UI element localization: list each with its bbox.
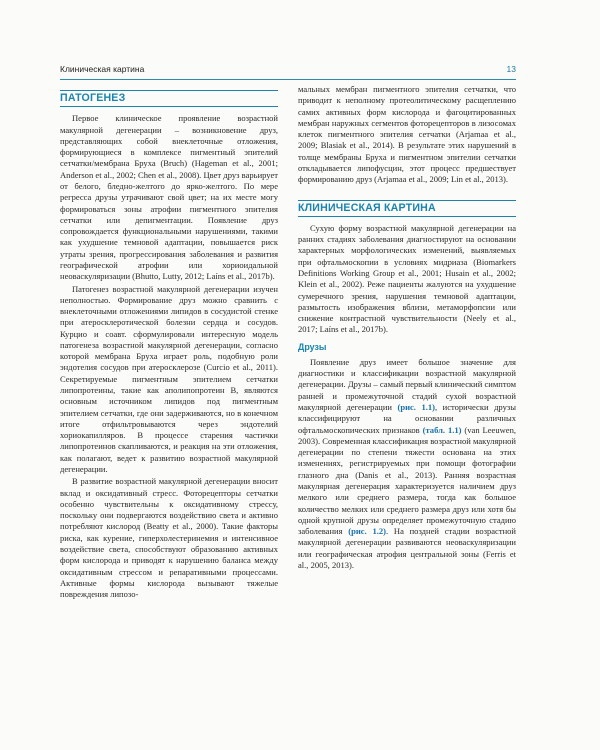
- paragraph: Патогенез возрастной макулярной дегенерации изучен неполностью. Формирование друз можно сравнить с внеклеточными отложениями липидов в сосудистой стенке при атеросклеротической болезни сердца и сосудов. Курцио и соавт. сформулировали интересную модель патогенеза возрастной макулярной дегенерации, согласно которой мембрана Бруха играет роль, подобную роли эндотелия сосудов при атеросклерозе (Curcio et al., 2011). Секретируемые пигментным эпителием сетчатки липопротеины, такие как аполипопротеин В, являются основным источником липидов под пигментным эпителием сетчатки, где они задерживаются, но в конечном итоге отфильтровываются через эндотелий хориокапилляров. В процессе старения частички липопротеинов скапливаются, и реакция на эти отложения, как полагают, ведет к развитию возрастной макулярной дегенерации.: [60, 283, 278, 474]
- section-heading-clinical-picture: КЛИНИЧЕСКАЯ КАРТИНА: [298, 200, 516, 217]
- header-rule: [60, 79, 516, 80]
- figure-reference[interactable]: (рис. 1.2): [348, 526, 387, 537]
- paragraph-drusen: Появление друз имеет большое значение для диагностики и классификации возрастной макулярной дегенерации. Друзы – самый первый клинический симптом ранней и промежуточной стадий сухой возрастной макулярной дегенерации (рис. 1.1), исторически друзы классифицируют на основании различных офтальмоскопических признаков (табл. 1.1) (van Leeuwen, 2003). Современная классификация возрастной макулярной дегенерации по степени тяжести основана на этих изменениях, регистрируемых при помощи фотографии глазного дна (Danis et al., 2013). Ранняя возрастная макулярная дегенерация характеризуется наличием друз мелкого или среднего размера, тогда как большое количество мелких или среднего размера друз или хотя бы одной крупной друзы определяет промежуточную стадию заболевания (рис. 1.2). На поздней стадии возрастной макулярной дегенерации развиваются неоваскуляризации или географическая атрофия центральной зоны (Ferris et al., 2005, 2013).: [298, 356, 517, 570]
- subsection-heading-drusen: Друзы: [298, 341, 327, 352]
- paragraph: Сухую форму возрастной макулярной дегенерации на ранних стадиях заболевания диагностируют на основании характерных морфологических изменений, выявляемых при офтальмоскопии в условиях мидриаза (Biomarkers Definitions Working Group et al., 2001; Husain et al., 2002; Klein et al., 2002). Реже пациенты жалуются на ухудшение сумеречного зрения, нарушения темновой адаптации, размытость изображения вблизи, метаморфопсии или снижение контрастной чувствительности (Neely et al., 2017; Laíns et al., 2017b).: [298, 222, 516, 335]
- running-title: Клиническая картина: [60, 64, 145, 74]
- right-column: [298, 84, 516, 571]
- left-column: [60, 90, 278, 600]
- table-reference[interactable]: (табл. 1.1): [422, 424, 462, 435]
- figure-reference[interactable]: (рис. 1.1): [397, 402, 435, 413]
- section-heading-pathogenesis: ПАТОГЕНЕЗ: [60, 90, 278, 107]
- running-header: [60, 64, 516, 76]
- page-number: 13: [506, 64, 516, 74]
- paragraph-continued: мальных мембран пигментного эпителия сетчатки, что приводит к неполному протеолитическому расщеплению самих активных форм кислорода и фагоцитированных мембран наружных сегментов фоторецепторов в лизосомах клеток пигментного эпителия сетчатки (Arjamaa et al., 2009; Blasiak et al., 2014). В результате этих нарушений в толще мембраны Бруха и пигментном эпителии сетчатки откладывается липофусцин, этот процесс предшествует формированию друз (Arjamaa et al., 2009; Lin et al., 2013).: [298, 84, 516, 185]
- paragraph: В развитие возрастной макулярной дегенерации вносит вклад и оксидативный стресс. Фоторецепторы сетчатки особенно чувствительны к оксидативному стрессу, поскольку они подвергаются воздействию света и активно потребляют кислород (Beatty et al., 2000). Такие факторы риска, как курение, гиперхолестеринемия и интенсивное воздействие света, способствуют образованию активных форм кислорода и приводят к нарушению баланса между оксидативным стрессом и репаративными процессами. Активные формы кислорода вызывают тяжелые повреждения липозо-: [60, 476, 278, 600]
- paragraph: Первое клиническое проявление возрастной макулярной дегенерации – возникновение друз, представляющих собой внеклеточные отложения, формирующиеся в комплексе пигментный эпителий сетчатки/мембрана Бруха (Bruch) (Hageman et al., 2001; Anderson et al., 2002; Chen et al., 2008). Цвет друз варьирует от белого, бледно-желтого до ярко-желтого. По мере регресса друзы утрачивают свой цвет; на их месте могу формироваться зоны атрофии пигментного эпителия сетчатки или депигментации. Появление друз сопровождается функциональными нарушениями, такими как ухудшение темновой адаптации, повышается риск утраты зрения, прогрессирования заболевания и развития географической атрофии или хориоидальной неоваскуляризации (Bhutto, Lutty, 2012; Laíns et al., 2017b).: [60, 113, 278, 282]
